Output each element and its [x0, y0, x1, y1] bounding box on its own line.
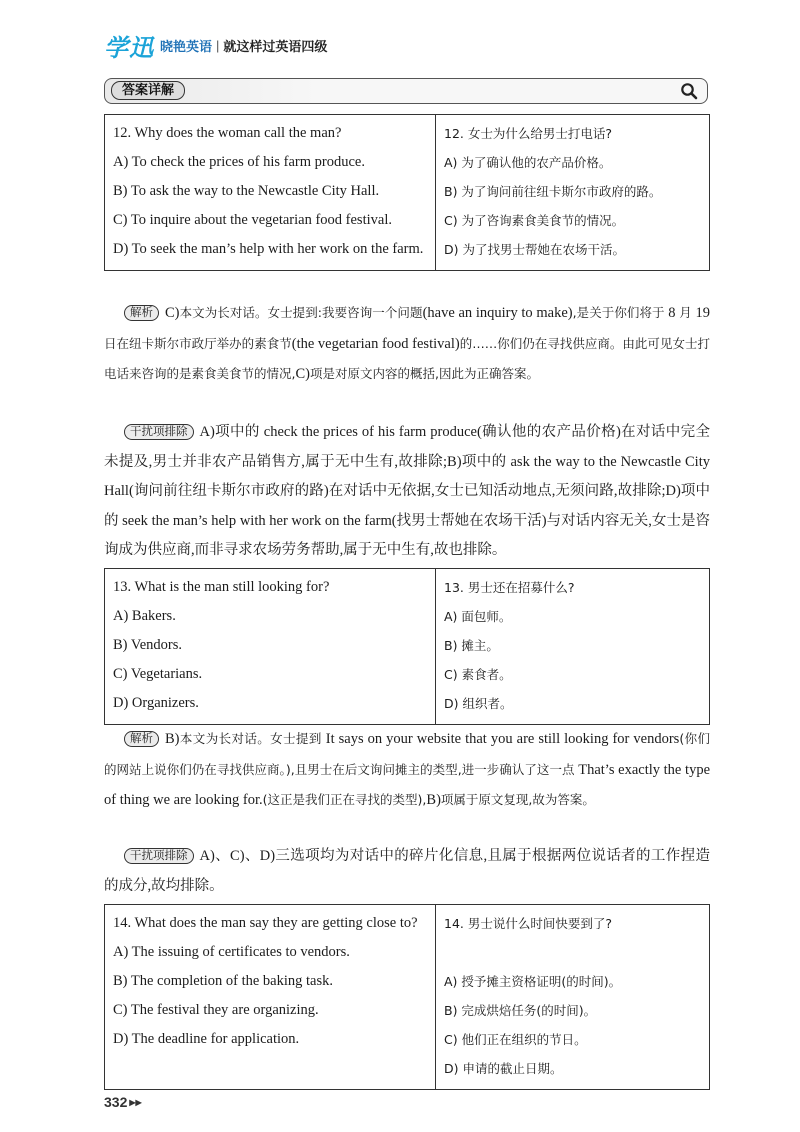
question-13-analysis	[104, 724, 710, 816]
question-stem-zh: 12. 女士为什么给男士打电话?	[444, 126, 612, 141]
option-c: C) Vegetarians.	[113, 666, 203, 682]
text-segment: ,是关于你们将于	[572, 305, 665, 320]
option-a: A) The issuing of certificates to vendors.	[113, 944, 350, 960]
option-b: B) The completion of the baking task.	[113, 973, 334, 989]
question-stem: 14. What does the man say they are getting close to?	[113, 915, 418, 931]
text-segment: (你们的网站上说你们仍在寻找供应商。),且男士在后文询问摊主的类型,进一步确认了这一点	[104, 731, 710, 777]
question-stem-zh: 13. 男士还在招募什么?	[444, 580, 575, 595]
page-arrows: ▶▶	[129, 1098, 142, 1107]
question-14-table	[104, 904, 710, 1090]
distractor-tag: 干扰项排除	[124, 848, 194, 864]
text-segment: It says on your website that you are still looking for vendors	[321, 731, 680, 747]
question-13-english	[105, 569, 436, 725]
question-stem: 12. Why does the woman call the man?	[113, 125, 342, 141]
option-c-zh: C) 他们正在组织的节日。	[444, 1032, 587, 1047]
option-b-zh: B) 完成烘焙任务(的时间)。	[444, 1003, 597, 1018]
text-segment: (have an inquiry to make)	[422, 305, 573, 321]
distractor-tag: 干扰项排除	[124, 424, 194, 440]
question-13-distractors	[104, 842, 710, 901]
option-b-zh: B) 为了询问前往纽卡斯尔市政府的路。	[444, 184, 662, 199]
option-b: B) Vendors.	[113, 637, 183, 653]
publisher-logo: 学迅	[104, 35, 154, 62]
option-c-zh: C) 素食者。	[444, 667, 512, 682]
analysis-text	[104, 731, 710, 808]
question-12-english	[105, 115, 436, 271]
page-header	[104, 28, 327, 63]
text-segment: 本文为长对话。女士提到	[179, 731, 322, 746]
option-b: B) To ask the way to the Newcastle City Hall.	[113, 183, 380, 199]
section-title: 答案详解	[111, 81, 185, 100]
page-footer	[104, 1094, 142, 1110]
text-segment: C)	[165, 305, 180, 321]
option-b-zh: B) 摊主。	[444, 638, 499, 653]
text-segment: C)	[295, 366, 310, 382]
question-14-english	[105, 905, 436, 1090]
question-13-table	[104, 568, 710, 725]
option-d-zh: D) 为了找男士帮她在农场干活。	[444, 242, 625, 257]
question-stem: 13. What is the man still looking for?	[113, 579, 330, 595]
text-segment: 月	[679, 305, 692, 320]
question-14-chinese	[436, 905, 710, 1090]
option-c-zh: C) 为了咨询素食美食节的情况。	[444, 213, 625, 228]
text-segment: (the vegetarian food festival)	[291, 335, 460, 352]
option-d: D) To seek the man’s help with her work on the farm.	[113, 241, 424, 257]
section-banner	[104, 78, 708, 104]
analysis-tag: 解析	[124, 305, 159, 321]
analysis-tag: 解析	[124, 731, 159, 747]
option-a-zh: A) 为了确认他的农产品价格。	[444, 155, 612, 170]
option-a-zh: A) 授予摊主资格证明(的时间)。	[444, 974, 622, 989]
question-stem-zh: 14. 男士说什么时间快要到了?	[444, 916, 612, 931]
text-segment: 8	[664, 305, 680, 321]
question-12-distractors	[104, 418, 710, 566]
text-segment: That’s exactly the type of thing we are looking for.	[104, 761, 711, 808]
question-12-chinese	[436, 115, 710, 271]
text-segment: B)	[165, 731, 180, 747]
option-d-zh: D) 申请的截止日期。	[444, 1061, 563, 1076]
option-c: C) The festival they are organizing.	[113, 1002, 319, 1018]
text-segment: 日在纽卡斯尔市政厅举办的素食节	[104, 335, 292, 351]
stem-spacer	[444, 938, 703, 967]
option-d: D) The deadline for application.	[113, 1031, 300, 1047]
question-12-table	[104, 114, 710, 271]
option-d-zh: D) 组织者。	[444, 696, 513, 711]
text-segment: 本文为长对话。女士提到:我要咨询一个问题	[179, 305, 423, 320]
option-a-zh: A) 面包师。	[444, 609, 512, 624]
text-segment: 的……你们仍在寻找供应商。由此可见女士打电话来咨询的是素食美食节的情况,	[104, 335, 710, 381]
distractor-text: A)、C)、D)三选项均为对话中的碎片化信息,且属于根据两位说话者的工作捏造的成分,故均排除。	[104, 848, 710, 894]
text-segment: 19	[691, 305, 711, 321]
text-segment: 项属于原文复现,故为答案。	[440, 792, 595, 807]
option-a: A) Bakers.	[113, 608, 176, 624]
header-separator: |	[216, 38, 220, 53]
text-segment: (这正是我们正在寻找的类型),	[262, 792, 427, 807]
text-segment: 项是对原文内容的概括,因此为正确答案。	[309, 366, 539, 381]
distractor-text: A)项中的 check the prices of his farm produce(确认他的农产品价格)在对话中完全未提及,男士并非农产品销售方,属于无中生有,故排除;B)项中的 ask the way to the Newcastle City Hall(询问前往纽卡斯尔市政府的路)在对话中无依据,女士已知活动地点,无须问路,故排除;D)项中的 seek the man’s help with her work on the farm(找男士帮她在农场干活)与对话内容无关,女士是咨询成为供应商,而非寻求农场劳务帮助,属于无中生有,故也排除。	[104, 424, 710, 558]
question-13-chinese	[436, 569, 710, 725]
option-c: C) To inquire about the vegetarian food festival.	[113, 212, 392, 228]
brand-name: 晓艳英语	[160, 39, 213, 54]
question-12-analysis	[104, 298, 710, 390]
option-a: A) To check the prices of his farm produce.	[113, 154, 365, 170]
option-d: D) Organizers.	[113, 695, 199, 711]
analysis-text	[104, 305, 710, 382]
text-segment: B)	[426, 792, 441, 808]
page-number: 332	[104, 1094, 128, 1110]
book-series-title: 就这样过英语四级	[223, 39, 328, 54]
search-icon	[679, 81, 699, 101]
